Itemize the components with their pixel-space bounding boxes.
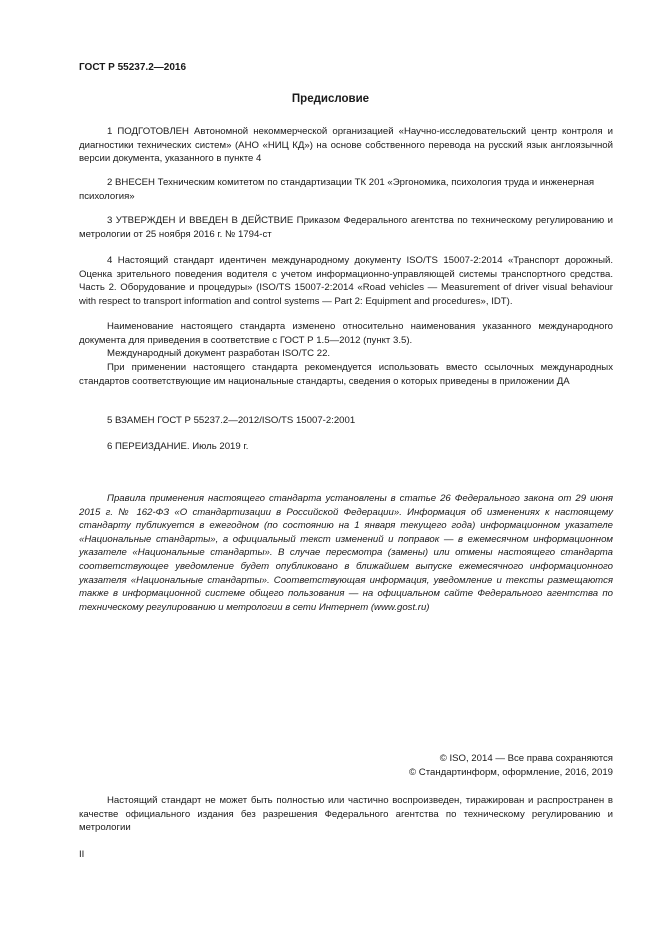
paragraph-item-4: 4 Настоящий стандарт идентичен международному документу ISO/TS 15007-2:2014 «Транспорт дорожный. Оценка зрительного поведения водителя с учетом информационно-управляющей системы транспортного средства. Часть 2. Оборудование и процедуры» (ISO/TS 15007-2:2014 «Road vehicles — Measurement of driver visual behaviour with respect to transport information and control systems — Part 2: Equipment and procedures», IDT). [79, 255, 613, 307]
paragraph-item-6: 6 ПЕРЕИЗДАНИЕ. Июль 2019 г. [107, 441, 249, 452]
copyright-standartinform: © Стандартинформ, оформление, 2016, 2019 [409, 767, 613, 778]
paragraph-name-change: Наименование настоящего стандарта изменено относительно наименования указанного международного документа для приведения в соответствие с ГОСТ Р 1.5—2012 (пункт 3.5). [79, 321, 613, 346]
document-header: ГОСТ Р 55237.2—2016 [79, 62, 187, 73]
paragraph-item-2: 2 ВНЕСЕН Техническим комитетом по стандартизации ТК 201 «Эргономика, психология труда и инженерная психология» [79, 177, 595, 202]
paragraph-item-3: 3 УТВЕРЖДЕН И ВВЕДЕН В ДЕЙСТВИЕ Приказом Федерального агентства по техническому регулированию и метрологии от 25 ноября 2016 г. № 1794-ст [79, 215, 613, 240]
page-title: Предисловие [291, 93, 370, 105]
paragraph-item-1: 1 ПОДГОТОВЛЕН Автономной некоммерческой организацией «Научно-исследовательский центр контроля и диагностики технических систем» (АНО «НИЦ КД») на основе собственного перевода на русский язык англоязычной версии документа, указанного в пункте 4 [79, 126, 613, 165]
notice-paragraph: Правила применения настоящего стандарта установлены в статье 26 Федерального закона от 29 июня 2015 г. № 162-ФЗ «О стандартизации в Российской Федерации». Информация об изменениях к настоящему стандарту публикуется в ежегодном (по состоянию на 1 января текущего года) информационном указателе «Национальные стандарты», а официальный текст изменений и поправок — в ежемесячном информационном указателе «Национальные стандарты». В случае пересмотра (замены) или отмены настоящего стандарта соответствующее уведомление будет опубликовано в ближайшем выпуске ежемесячного информационного указателя «Национальные стандарты». Соответствующая информация, уведомление и тексты размещаются также в информационной системе общего пользования — на официальном сайте Федерального агентства по техническому регулированию и метрологии в сети Интернет (www.gost.ru) [79, 493, 613, 613]
copyright-iso: © ISO, 2014 — Все права сохраняются [439, 753, 613, 764]
page-number: II [79, 849, 85, 860]
reproduction-notice: Настоящий стандарт не может быть полностью или частично воспроизведен, тиражирован и распространен в качестве официального издания без разрешения Федерального агентства по техническому регулированию и метрологии [79, 795, 613, 834]
paragraph-references: При применении настоящего стандарта рекомендуется использовать вместо ссылочных международных стандартов соответствующие им национальные стандарты, сведения о которых приведены в приложении ДА [79, 362, 613, 387]
paragraph-developer: Международный документ разработан ISO/TC 22. [107, 348, 331, 359]
paragraph-item-5: 5 ВЗАМЕН ГОСТ Р 55237.2—2012/ISO/TS 15007-2:2001 [107, 415, 356, 426]
